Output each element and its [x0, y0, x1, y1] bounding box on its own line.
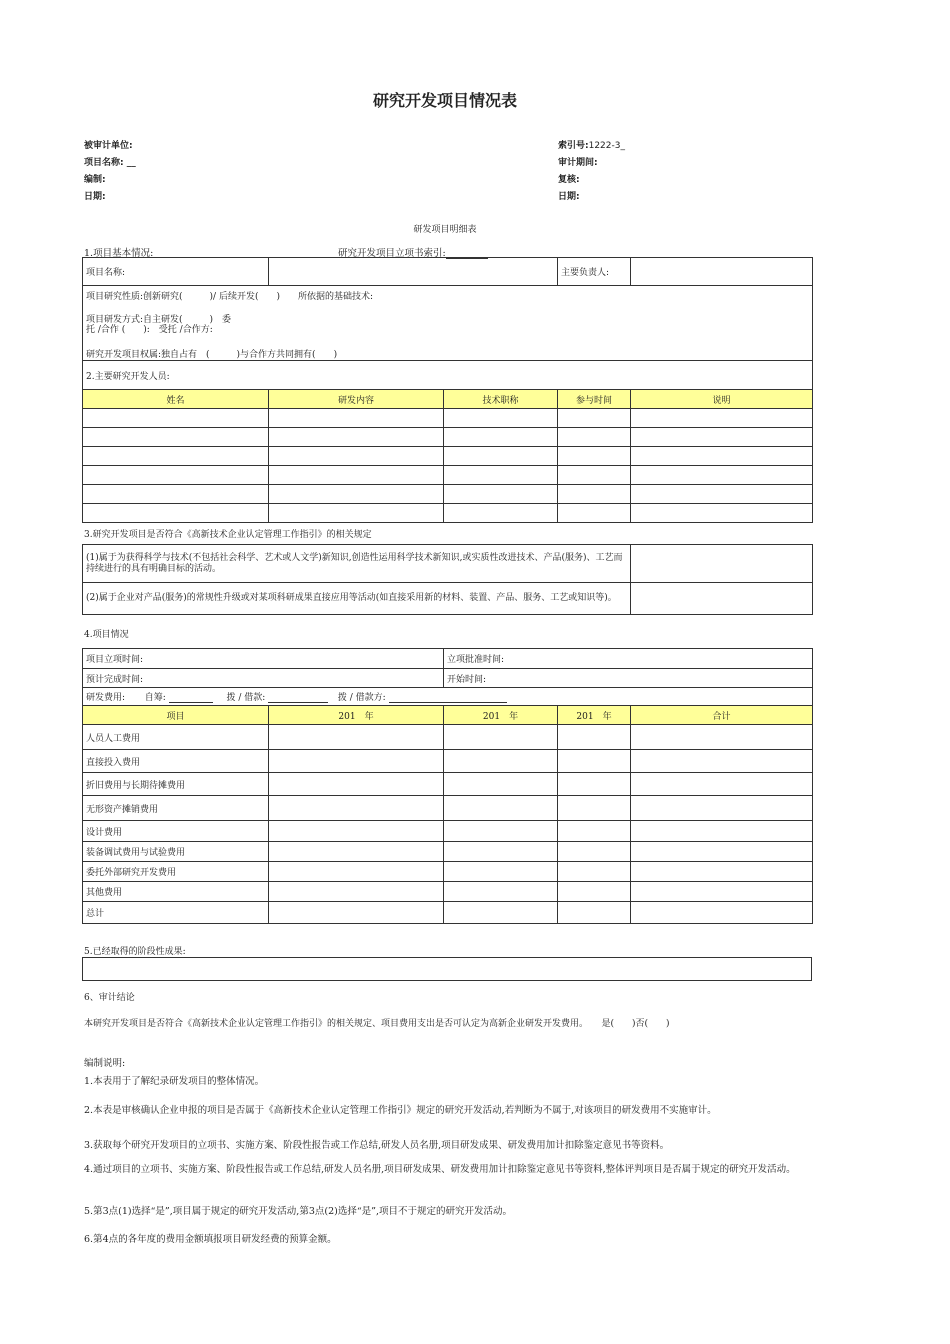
cell[interactable] — [444, 796, 558, 821]
personnel-row — [83, 428, 813, 447]
cost-col-total: 合计 — [631, 706, 813, 725]
criteria-answer-1[interactable] — [631, 545, 813, 583]
grant-blank[interactable] — [268, 693, 328, 703]
cell[interactable] — [558, 750, 631, 773]
cost-row — [83, 750, 813, 773]
cell[interactable] — [269, 862, 444, 882]
page-title: 研究开发项目情况表 — [372, 91, 517, 110]
cell[interactable] — [269, 882, 444, 902]
cell[interactable] — [631, 902, 813, 924]
cell[interactable] — [269, 466, 444, 485]
cell[interactable] — [444, 504, 558, 523]
cell[interactable] — [558, 466, 631, 485]
cost-item-label: 设计费用 — [83, 821, 269, 842]
main-table — [82, 257, 813, 523]
grant-source-blank[interactable] — [389, 693, 507, 703]
personnel-row — [83, 466, 813, 485]
audit-period-label: 审计期间: — [558, 158, 598, 168]
method-line2: 托 /合作 ( ): 受托 /合作方: — [86, 325, 213, 335]
cost-item-label: 折旧费用与长期待摊费用 — [83, 773, 269, 796]
cell[interactable] — [83, 447, 269, 466]
cost-col-item: 项目 — [83, 706, 269, 725]
cost-row — [83, 862, 813, 882]
cost-item-label: 装备调试费用与试验费用 — [83, 842, 269, 862]
cell[interactable] — [631, 725, 813, 750]
project-status-table — [82, 648, 813, 924]
cell[interactable] — [444, 447, 558, 466]
section4-heading: 4.项目情况 — [84, 630, 129, 640]
cell[interactable] — [631, 796, 813, 821]
cell[interactable] — [631, 773, 813, 796]
col-content: 研发内容 — [269, 390, 444, 409]
cost-row — [83, 882, 813, 902]
approval-date-label[interactable]: 立项批准时间: — [444, 649, 813, 669]
leader-input[interactable] — [631, 258, 813, 286]
results-input[interactable] — [83, 958, 812, 981]
cell[interactable] — [444, 485, 558, 504]
cell[interactable] — [558, 773, 631, 796]
cell[interactable] — [83, 409, 269, 428]
col-title: 技术职称 — [444, 390, 558, 409]
project-name-row — [83, 258, 813, 286]
index-no-value: 1222-3_ — [588, 141, 625, 151]
section5-heading: 5.已经取得的阶段性成果: — [84, 947, 186, 957]
note-item: 3.获取每个研究开发项目的立项书、实施方案、阶段性报告或工作总结,研发人员名册,项目研发成果、研发费用加计扣除鉴定意见书等资料。 — [84, 1140, 670, 1151]
cell[interactable] — [269, 485, 444, 504]
cost-row — [83, 796, 813, 821]
cell[interactable] — [269, 796, 444, 821]
col-name: 姓名 — [83, 390, 269, 409]
nature-line: 项目研究性质:创新研究( )/ 后续开发( ) 所依据的基础技术: — [86, 292, 374, 302]
cell[interactable] — [269, 750, 444, 773]
cost-item-label: 委托外部研究开发费用 — [83, 862, 269, 882]
col-note: 说明 — [631, 390, 813, 409]
cell[interactable] — [83, 428, 269, 447]
section1-heading: 1.项目基本情况: — [84, 248, 154, 259]
cell[interactable] — [444, 821, 558, 842]
cell[interactable] — [631, 428, 813, 447]
cost-row — [83, 842, 813, 862]
completion-date-label[interactable]: 预计完成时间: — [83, 669, 444, 688]
cell[interactable] — [269, 773, 444, 796]
proposal-index-label: 研究开发项目立项书索引: — [338, 248, 446, 259]
begin-date-label[interactable]: 开始时间: — [444, 669, 813, 688]
cost-item-label: 总计 — [83, 902, 269, 924]
rights-line: 研究开发项目权属:独自占有 ( )与合作方共同拥有( ) — [86, 350, 338, 360]
personnel-row — [83, 447, 813, 466]
index-no — [558, 138, 625, 151]
cost-col-year2: 201 年 — [444, 706, 558, 725]
cell[interactable] — [631, 862, 813, 882]
personnel-header-row — [83, 390, 813, 409]
results-table — [82, 957, 812, 981]
cell[interactable] — [269, 504, 444, 523]
cell[interactable] — [269, 821, 444, 842]
personnel-row — [83, 504, 813, 523]
cell[interactable] — [558, 725, 631, 750]
project-name-meta-label: 项目名称: — [84, 158, 124, 168]
note-item: 5.第3点(1)选择“是”,项目属于规定的研究开发活动,第3点(2)选择“是”,项目不于规定的研究开发活动。 — [84, 1206, 513, 1217]
project-info-cell — [83, 286, 813, 361]
personnel-row — [83, 485, 813, 504]
cell[interactable] — [444, 409, 558, 428]
cell[interactable] — [631, 485, 813, 504]
cell[interactable] — [631, 504, 813, 523]
cell[interactable] — [558, 821, 631, 842]
section2-heading: 2.主要研究开发人员: — [83, 361, 813, 390]
cell[interactable] — [558, 504, 631, 523]
cell[interactable] — [444, 773, 558, 796]
cell[interactable] — [444, 466, 558, 485]
note-item: 2.本表是审核确认企业申报的项目是否属于《高新技术企业认定管理工作指引》规定的研究开发活动,若判断为不属于,对该项目的研发费用不实施审计。 — [84, 1105, 717, 1116]
cost-item-label: 其他费用 — [83, 882, 269, 902]
grant-label: 拨 / 借款: — [226, 693, 266, 703]
project-name-meta-blank: __ — [126, 158, 136, 168]
cell[interactable] — [269, 725, 444, 750]
criteria-answer-2[interactable] — [631, 583, 813, 615]
section6-heading: 6、审计结论 — [84, 993, 135, 1003]
review-label: 复核: — [558, 175, 580, 185]
cell[interactable] — [558, 842, 631, 862]
cell[interactable] — [444, 882, 558, 902]
self-funding-blank[interactable] — [169, 693, 213, 703]
cell[interactable] — [558, 902, 631, 924]
auditee-label: 被审计单位: — [84, 141, 133, 151]
cell[interactable] — [631, 842, 813, 862]
cell[interactable] — [444, 750, 558, 773]
cell[interactable] — [558, 796, 631, 821]
index-no-label: 索引号: — [558, 141, 589, 151]
note-item: 1.本表用于了解纪录研发项目的整体情况。 — [84, 1076, 265, 1087]
criteria-row-2 — [83, 583, 813, 615]
cell[interactable] — [631, 882, 813, 902]
cost-row — [83, 725, 813, 750]
cell[interactable] — [83, 466, 269, 485]
cell[interactable] — [631, 750, 813, 773]
cell[interactable] — [83, 504, 269, 523]
method-line1: 项目研发方式:自主研发( ) 委 — [86, 315, 232, 325]
personnel-row — [83, 409, 813, 428]
criteria-text-1: (1)属于为获得科学与技术(不包括社会科学、艺术或人文学)新知识,创造性运用科学技术新知识,或实质性改进技术、产品(服务)、工艺而持续进行的具有明确目标的活动。 — [83, 545, 631, 583]
note-item: 6.第4点的各年度的费用金额填报项目研发经费的预算金额。 — [84, 1234, 337, 1245]
cost-col-year1: 201 年 — [269, 706, 444, 725]
self-funding-label: 自筹: — [144, 693, 166, 703]
leader-label: 主要负责人: — [558, 258, 631, 286]
cost-item-label: 人员人工费用 — [83, 725, 269, 750]
cell[interactable] — [269, 902, 444, 924]
dates-row-1 — [83, 649, 813, 669]
criteria-table — [82, 544, 813, 615]
cell[interactable] — [631, 409, 813, 428]
cell[interactable] — [558, 428, 631, 447]
table-subtitle: 研发项目明细表 — [413, 225, 477, 235]
cost-row — [83, 821, 813, 842]
cell[interactable] — [558, 409, 631, 428]
section2-heading-row — [83, 361, 813, 390]
prepared-label: 编制: — [84, 175, 106, 185]
note-item: 4.通过项目的立项书、实施方案、阶段性报告或工作总结,研发人员名册,项目研发成果、研发费用加计扣除鉴定意见书等资料,整体评判项目是否属于规定的研究开发活动。 — [84, 1164, 796, 1175]
cell[interactable] — [444, 842, 558, 862]
notes-heading: 编制说明: — [84, 1058, 126, 1069]
dates-row-2 — [83, 669, 813, 688]
project-name-label: 项目名称: — [83, 258, 269, 286]
cell[interactable] — [444, 428, 558, 447]
date-left-label: 日期: — [84, 192, 106, 202]
cost-item-label: 无形资产摊销费用 — [83, 796, 269, 821]
cost-row — [83, 773, 813, 796]
col-time: 参与时间 — [558, 390, 631, 409]
cell[interactable] — [558, 882, 631, 902]
cell[interactable] — [558, 862, 631, 882]
cell[interactable] — [444, 902, 558, 924]
cell[interactable] — [558, 447, 631, 466]
cell[interactable] — [269, 409, 444, 428]
cost-col-year3: 201 年 — [558, 706, 631, 725]
results-row — [83, 958, 812, 981]
funding-row — [83, 688, 813, 706]
criteria-row-1 — [83, 545, 813, 583]
cell[interactable] — [83, 485, 269, 504]
cell[interactable] — [631, 466, 813, 485]
cell[interactable] — [444, 725, 558, 750]
section3-heading: 3.研究开发项目是否符合《高新技术企业认定管理工作指引》的相关规定 — [84, 530, 372, 540]
criteria-text-2: (2)属于企业对产品(服务)的常规性升级或对某项科研成果直接应用等活动(如直接采用新的材料、装置、产品、服务、工艺或知识等)。 — [83, 583, 631, 615]
project-name-input[interactable] — [269, 258, 558, 286]
cell[interactable] — [269, 428, 444, 447]
cost-header-row — [83, 706, 813, 725]
cell[interactable] — [558, 485, 631, 504]
grant-source-label: 拨 / 借款方: — [337, 693, 386, 703]
date-right-label: 日期: — [558, 192, 580, 202]
funding-label: 研发费用: — [86, 693, 126, 703]
project-info-row — [83, 286, 813, 361]
cost-item-label: 直接投入费用 — [83, 750, 269, 773]
cell[interactable] — [269, 842, 444, 862]
start-date-label[interactable]: 项目立项时间: — [83, 649, 444, 669]
cost-row — [83, 902, 813, 924]
cell[interactable] — [631, 821, 813, 842]
audit-conclusion: 本研究开发项目是否符合《高新技术企业认定管理工作指引》的相关规定、项目费用支出是否可认定为高新企业研发开发费用。 是( )否( ) — [84, 1019, 670, 1029]
cell[interactable] — [444, 862, 558, 882]
cell[interactable] — [631, 447, 813, 466]
funding-cell — [83, 688, 813, 706]
cell[interactable] — [269, 447, 444, 466]
project-name-meta — [84, 155, 136, 168]
